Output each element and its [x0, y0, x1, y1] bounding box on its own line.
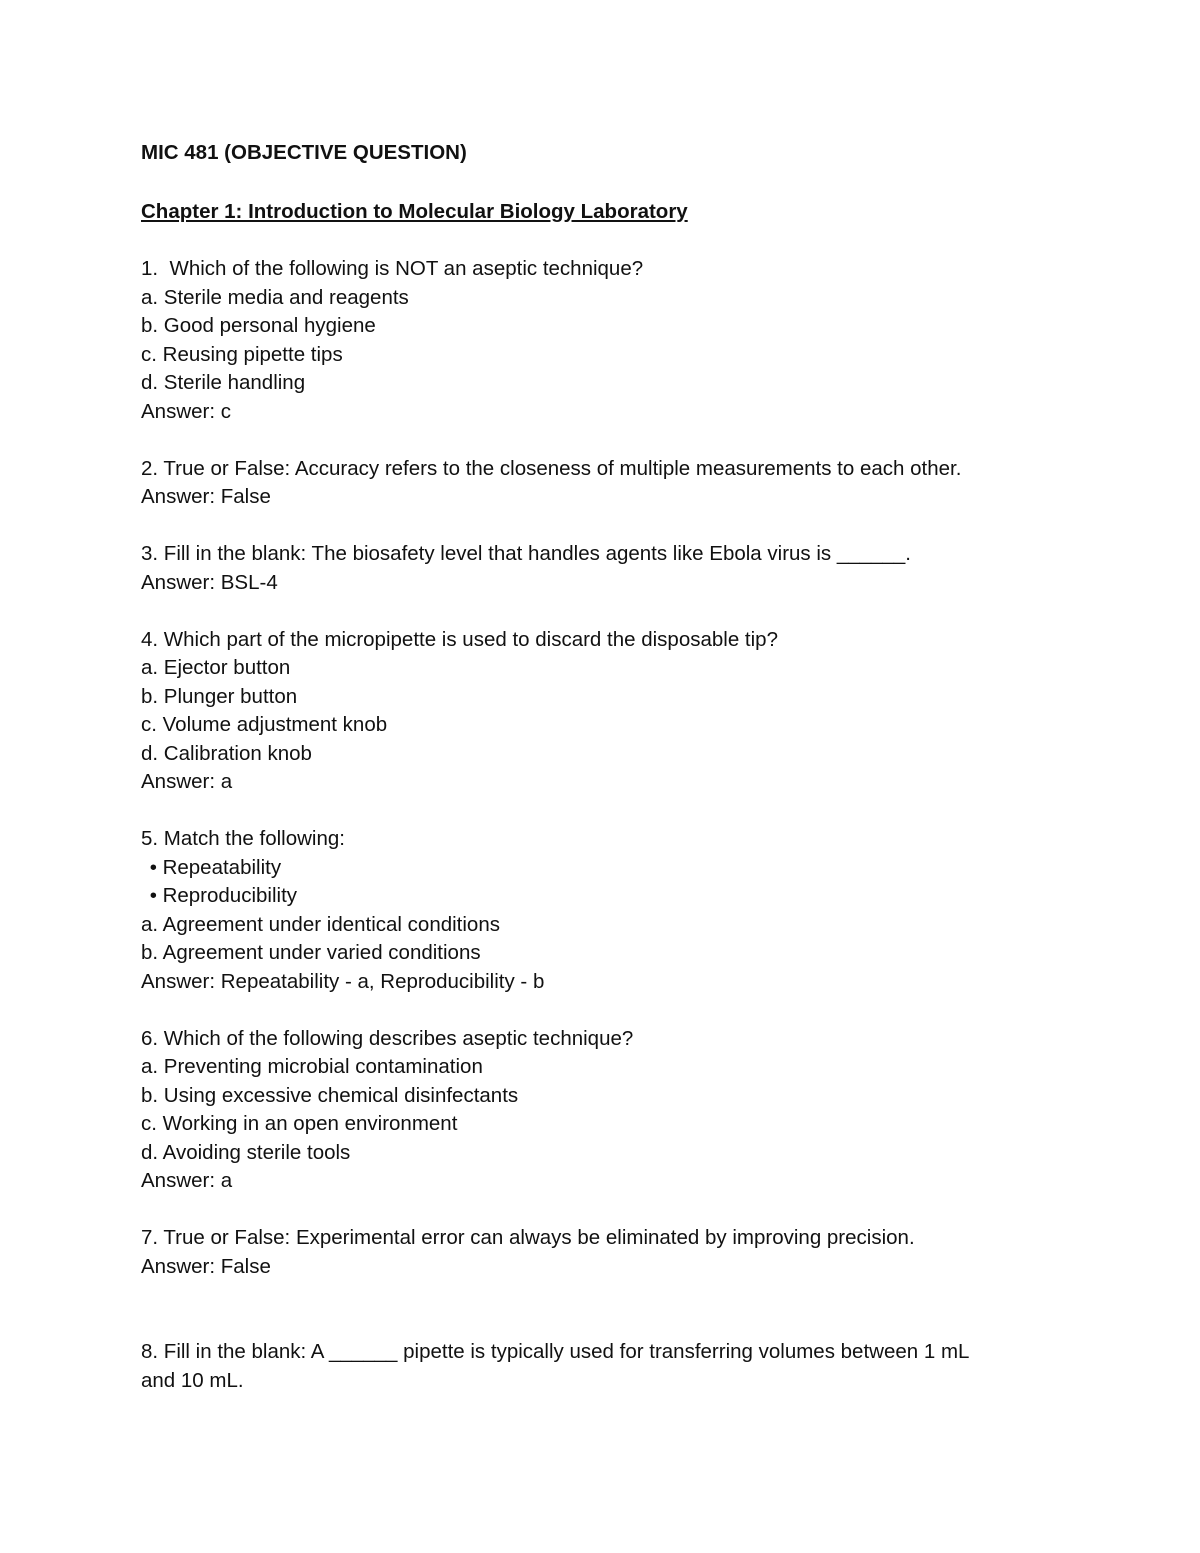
option-b: b. Good personal hygiene	[141, 314, 376, 337]
option-a: a. Ejector button	[141, 656, 291, 679]
question-text: 3. Fill in the blank: The biosafety level that handles agents like Ebola virus is ______.	[141, 542, 911, 565]
question-5	[141, 825, 1061, 996]
question-4	[141, 626, 1061, 797]
option-c: c. Volume adjustment knob	[141, 713, 388, 736]
answer: Answer: False	[141, 485, 271, 508]
answer: Answer: BSL-4	[141, 570, 278, 594]
question-3	[141, 540, 1061, 597]
question-text: 8. Fill in the blank: A ______ pipette is typically used for transferring volumes between 1 mL	[141, 1340, 970, 1363]
match-item-reproducibility: • Reproducibility	[144, 884, 298, 907]
option-d: d. Sterile handling	[141, 371, 306, 394]
question-7	[141, 1224, 1061, 1281]
option-a: a. Sterile media and reagents	[141, 285, 409, 309]
answer: Answer: Repeatability - a, Reproducibility - b	[141, 969, 545, 993]
chapter-heading: Chapter 1: Introduction to Molecular Biology Laboratory	[141, 200, 688, 223]
match-item-repeatability: • Repeatability	[144, 855, 282, 879]
option-b: b. Using excessive chemical disinfectants	[141, 1083, 519, 1107]
answer: Answer: False	[141, 1254, 271, 1278]
answer: Answer: a	[141, 1169, 233, 1192]
question-text: 2. True or False: Accuracy refers to the closeness of multiple measurements to each other.	[141, 456, 962, 480]
option-a: a. Preventing microbial contamination	[141, 1055, 483, 1078]
option-b: b. Plunger button	[141, 684, 298, 708]
question-text: 6. Which of the following describes aseptic technique?	[141, 1026, 634, 1050]
question-text: 1. Which of the following is NOT an aseptic technique?	[141, 257, 644, 280]
question-text: 4. Which part of the micropipette is used to discard the disposable tip?	[141, 627, 778, 651]
option-d: d. Avoiding sterile tools	[141, 1140, 351, 1164]
option-b: b. Agreement under varied conditions	[141, 941, 481, 964]
question-text: 7. True or False: Experimental error can always be eliminated by improving precision.	[141, 1226, 915, 1249]
option-a: a. Agreement under identical conditions	[141, 912, 500, 936]
document-title: MIC 481 (OBJECTIVE QUESTION)	[141, 141, 467, 164]
document-content	[141, 138, 1061, 1424]
question-8	[141, 1338, 1061, 1395]
question-6	[141, 1025, 1061, 1196]
answer: Answer: c	[141, 399, 231, 423]
option-d: d. Calibration knob	[141, 741, 312, 765]
question-2	[141, 455, 1061, 512]
question-text-continued: and 10 mL.	[141, 1368, 244, 1392]
option-c: c. Reusing pipette tips	[141, 342, 343, 366]
answer: Answer: a	[141, 770, 233, 793]
question-text: 5. Match the following:	[141, 827, 345, 850]
option-c: c. Working in an open environment	[141, 1112, 458, 1135]
question-1	[141, 255, 1061, 426]
